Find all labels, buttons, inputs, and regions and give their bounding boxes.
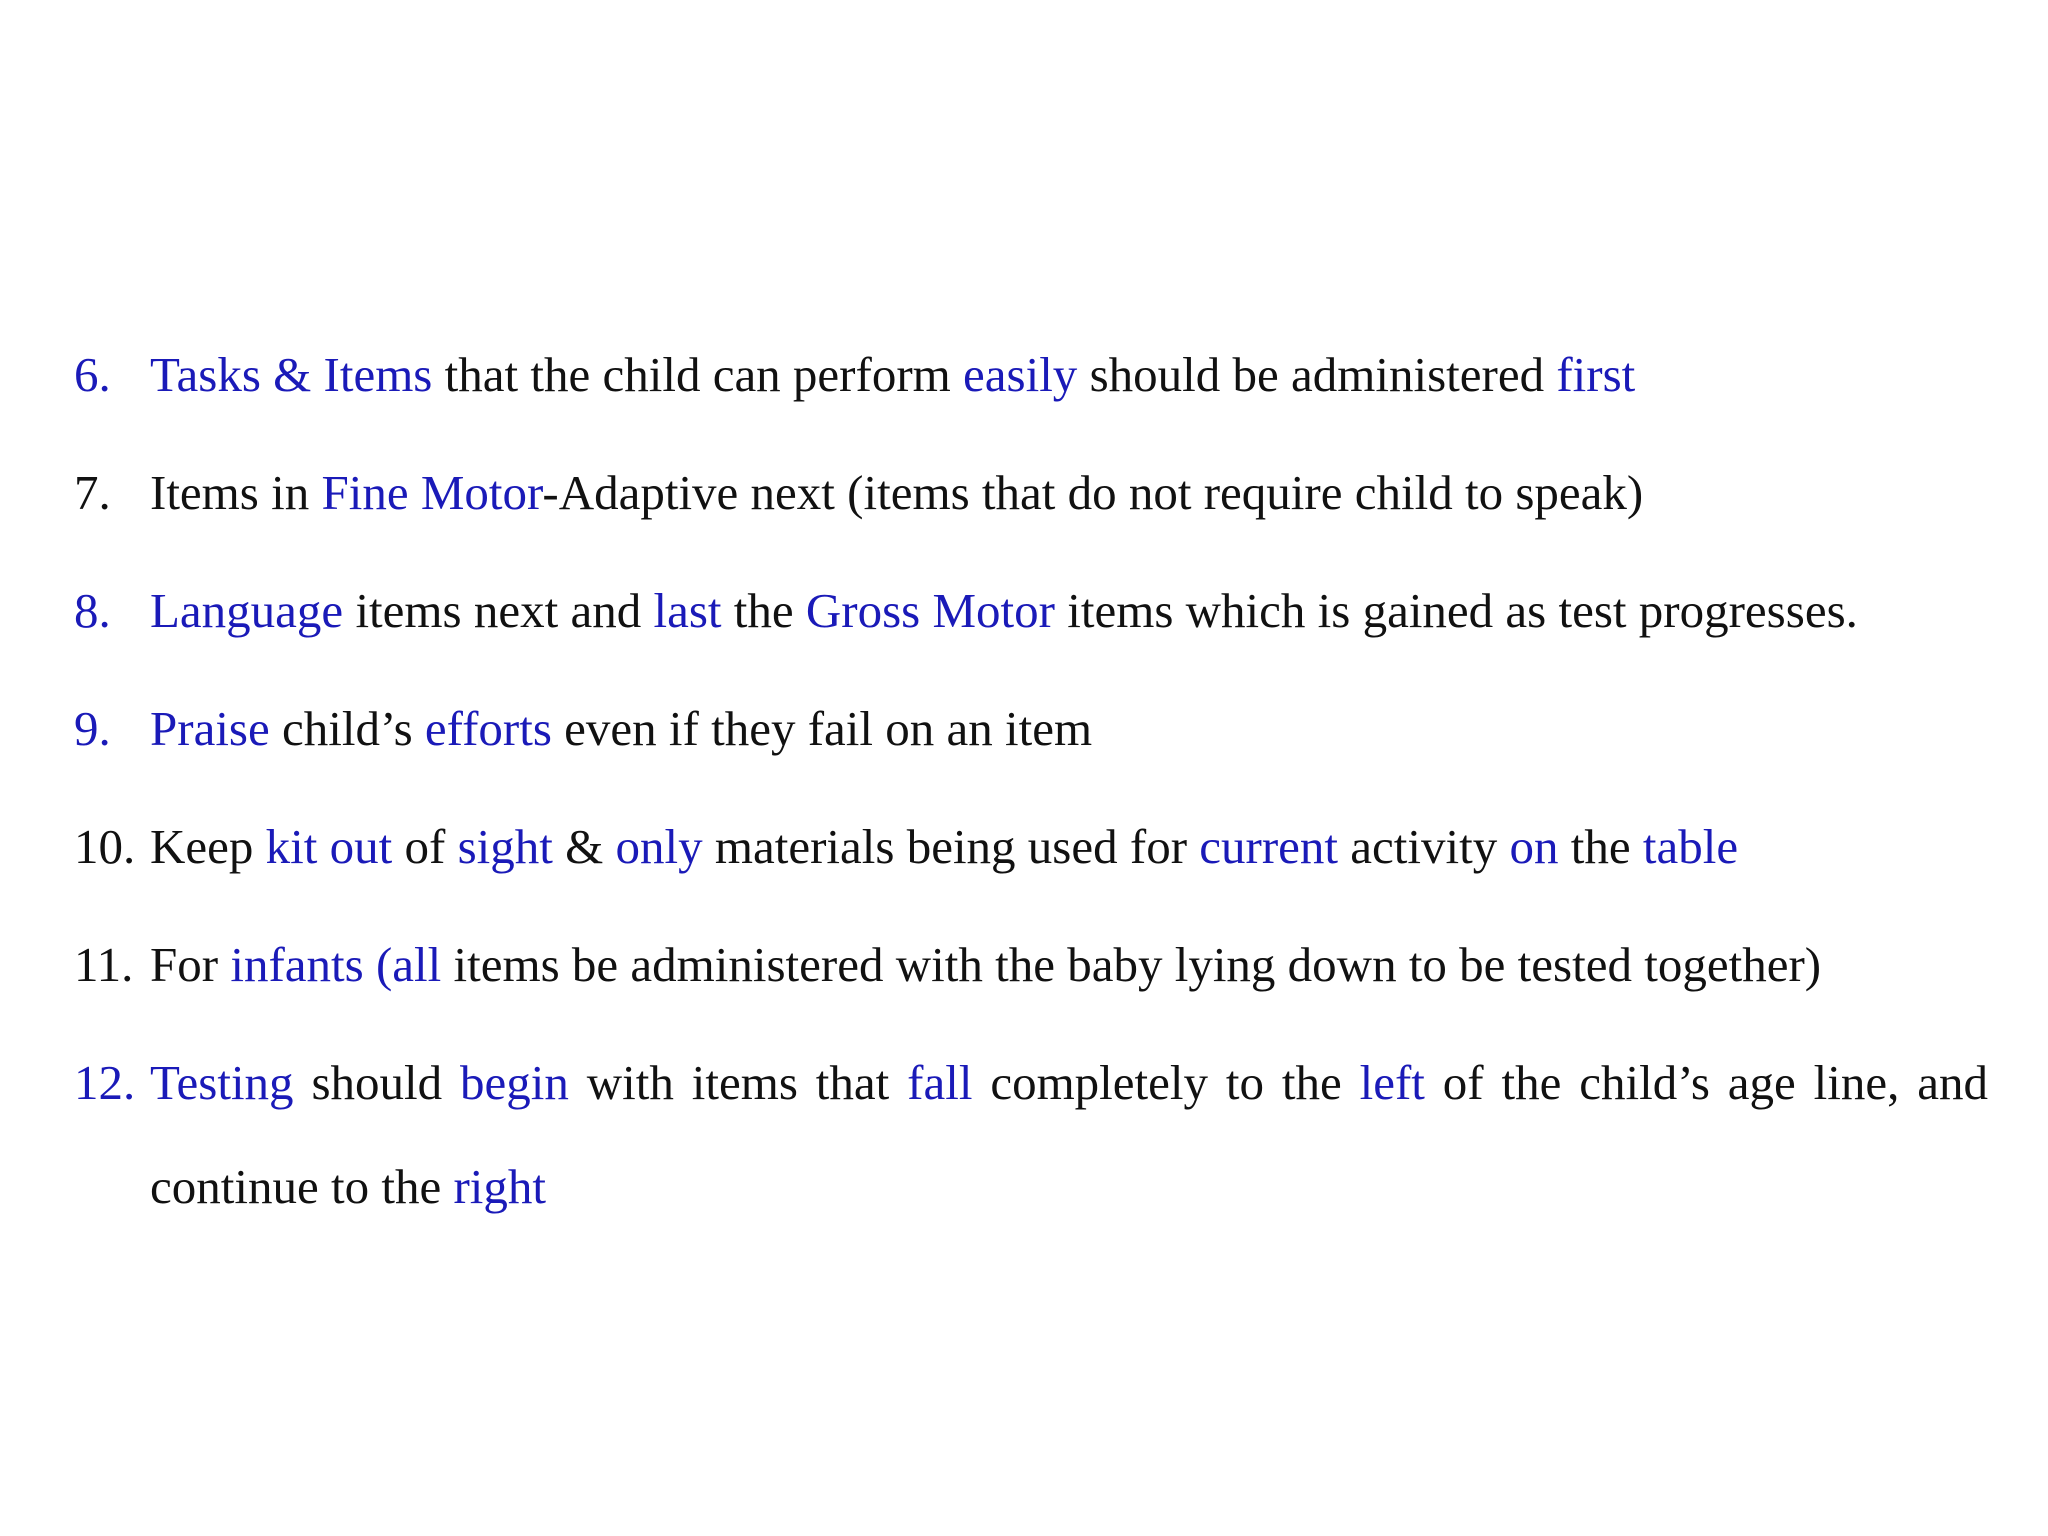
list-item [74,465,1988,521]
list-item [74,701,1988,757]
highlighted-text: on [1509,819,1559,874]
item-text: materials being used for [702,819,1200,874]
item-number: 9. [74,701,111,756]
highlighted-text: sight [457,819,553,874]
highlighted-text: Fine Motor [321,465,543,520]
item-text: & [552,819,616,874]
highlighted-text: easily [963,347,1078,402]
item-text: the [721,583,806,638]
highlighted-text: kit out [265,819,393,874]
item-text: of [392,819,458,874]
item-number: 12. [74,1055,136,1110]
item-text: that the child can perform [432,347,964,402]
item-text: -Adaptive next (items that do not require child to speak) [542,465,1644,520]
highlighted-text: infants (all [230,937,442,992]
item-number: 6. [74,347,111,402]
item-text: the [1558,819,1643,874]
highlighted-text: table [1642,819,1739,874]
item-text: should [293,1055,460,1110]
instruction-list [74,347,1988,1301]
item-number: 8. [74,583,111,638]
highlighted-text: right [453,1159,546,1214]
item-text: activity [1338,819,1510,874]
highlighted-text: Testing [150,1055,294,1110]
list-item [74,347,1988,403]
highlighted-text: Gross Motor [805,583,1055,638]
item-text: with items that [568,1055,908,1110]
highlighted-text: first [1556,347,1636,402]
item-text: should be administered [1077,347,1557,402]
highlighted-text: Tasks & Items [150,347,433,402]
highlighted-text: current [1199,819,1339,874]
highlighted-text: efforts [424,701,552,756]
list-item [74,583,1988,639]
item-number: 10. [74,819,136,874]
item-text: of the child’s age line, and continue to the [150,1055,1988,1214]
list-item [74,937,1988,993]
highlighted-text: only [615,819,703,874]
item-text: Items in [150,465,322,520]
highlighted-text: begin [460,1055,569,1110]
item-text: items which is gained as test progresses. [1054,583,1858,638]
highlighted-text: last [653,583,722,638]
highlighted-text: Praise [150,701,270,756]
item-text: items be administered with the baby lying down to be tested together) [441,937,1822,992]
highlighted-text: Language [150,583,344,638]
highlighted-text: fall [907,1055,973,1110]
list-item [74,819,1988,875]
item-text: child’s [269,701,425,756]
item-text: completely to the [972,1055,1360,1110]
item-number: 11. [74,937,134,992]
highlighted-text: left [1359,1055,1425,1110]
item-text: Keep [150,819,266,874]
list-item [74,1031,1988,1239]
item-text: items next and [343,583,654,638]
item-number: 7. [74,465,111,520]
item-text: For [150,937,231,992]
item-text: even if they fail on an item [551,701,1093,756]
